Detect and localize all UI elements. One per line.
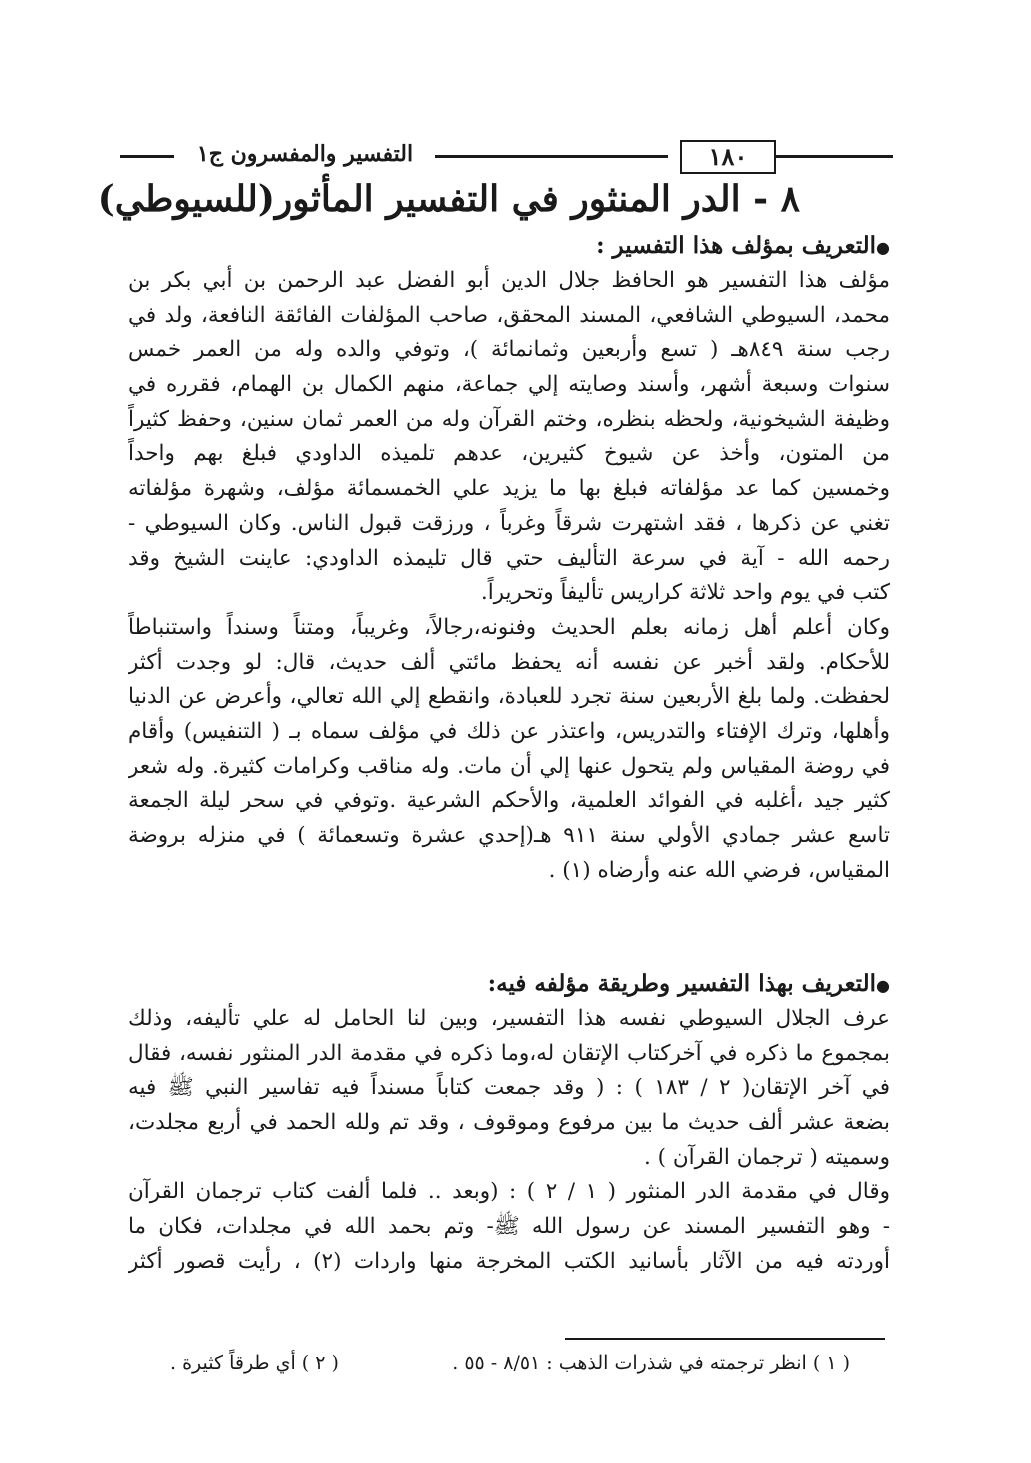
text-line: رحمه الله - آية في سرعة التأليف حتي قال تليمذه الداودي: عاينت الشيخ وقد <box>128 545 890 571</box>
section-author <box>128 228 890 888</box>
text-line: لحفظت. ولما بلغ الأربعين سنة تجرد للعبادة، وانقطع إلي الله تعالي، وأعرض عن الدنيا <box>128 684 890 710</box>
section-heading-text: التعريف بمؤلف هذا التفسير : <box>596 232 877 259</box>
text-line: بضعة عشر ألف حديث ما بين مرفوع وموقوف ، وقد تم ولله الحمد في أربع مجلدت، <box>128 1110 890 1136</box>
text-line: كتب في يوم واحد ثلاثة كراريس تأليفاً وتحريراً. <box>480 580 890 606</box>
paragraph-tafsir-intro <box>128 1002 890 1175</box>
header-rule-middle <box>435 155 668 158</box>
paragraph-author-bio <box>128 264 890 611</box>
text-line: أوردته فيه من الآثار بأسانيد الكتب المخرجة منها واردات (٢) ، رأيت قصور أكثر <box>128 1248 890 1274</box>
header-rule-left <box>120 155 174 158</box>
footnote-2: ( ٢ ) أي طرقاً كثيرة . <box>170 1352 339 1374</box>
text-line: وخمسين كما عد مؤلفاته فبلغ بها ما يزيد علي الخمسمائة مؤلف، وشهرة مؤلفاته <box>128 476 890 502</box>
section-heading-text: التعريف بهذا التفسير وطريقة مؤلفه فيه: <box>487 970 877 997</box>
text-line: وأهلها، وترك الإفتاء والتدريس، واعتذر عن ذلك في مؤلف سماه بـ ( التنفيس) وأقام <box>128 718 890 744</box>
text-line: من المتون، وأخذ عن شيوخ كثيرين، عدهم تلميذه الداودي فبلغ بهم واحداً <box>128 441 890 467</box>
running-title: التفسير والمفسرون ج١ <box>196 141 414 167</box>
text-line: عرف الجلال السيوطي نفسه هذا التفسير، وبين لنا الحامل له علي تأليفه، وذلك <box>128 1006 890 1031</box>
paragraph-author-scholarship <box>128 611 890 889</box>
section-heading-author <box>128 228 890 264</box>
bullet-icon: ● <box>876 976 890 995</box>
chapter-title: ٨ - الدر المنثور في التفسير المأثور(للسيوطي) <box>97 178 800 220</box>
text-line: كثير جيد ،أغلبه في الفوائد العلمية، والأحكم الشرعية .وتوفي في سحر ليلة الجمعة <box>128 788 890 814</box>
text-line: للأحكام. ولقد أخبر عن نفسه أنه يحفظ مائتي ألف حديث، قال: لو وجدت أكثر <box>128 649 890 675</box>
footnote-separator <box>565 1338 885 1340</box>
text-line: محمد، السيوطي الشافعي، المسند المحقق، صاحب المؤلفات الفائقة النافعة، ولد في <box>128 302 890 328</box>
header-rule-right <box>775 155 893 158</box>
text-line: تاسع عشر جمادي الأولي سنة ٩١١ هـ(إحدي عشرة وتسعمائة ) في منزله بروضة <box>128 823 890 848</box>
text-line: وسميته ( ترجمان القرآن ) . <box>643 1144 890 1170</box>
text-line: وكان أعلم أهل زمانه بعلم الحديث وفنونه،رجالاً، وغريباً، ومتناً وسنداً واستنباطاً <box>128 614 890 640</box>
text-line: مؤلف هذا التفسير هو الحافظ جلال الدين أبو الفضل عبد الرحمن بن أبي بكر بن <box>128 268 890 293</box>
text-line: رجب سنة ٨٤٩هـ ( تسع وأربعين وثمانمائة )، وتوفي والده وله من العمر خمس <box>128 337 890 363</box>
text-line: سنوات وسبعة أشهر، وأسند وصايته إلي جماعة، منهم الكمال بن الهمام، فقرره في <box>128 372 890 398</box>
text-line: وقال في مقدمة الدر المنثور ( ١ / ٢ ) : (وبعد .. فلما ألفت كتاب ترجمان القرآن <box>128 1179 890 1205</box>
text-line: وظيفة الشيخونية، ولحظه بنظره، وختم القرآن وله من العمر ثمان سنين، وحفظ كثيراً <box>128 406 890 432</box>
paragraph-tafsir-muqaddima <box>128 1175 890 1279</box>
footnote-1: ( ١ ) انظر ترجمته في شذرات الذهب : ٨/٥١ - ٥٥ . <box>452 1352 850 1374</box>
text-line: بمجموع ما ذكره في آخركتاب الإتقان له،وما ذكره في مقدمة الدر المنثور نفسه، فقال <box>128 1040 890 1066</box>
page-number: ١٨٠ <box>680 140 776 174</box>
section-heading-tafsir <box>128 966 890 1002</box>
page-header <box>120 138 893 178</box>
text-line: - وهو التفسير المسند عن رسول الله ﷺ- وتم بحمد الله في مجلدات، فكان ما <box>128 1214 890 1240</box>
bullet-icon: ● <box>876 238 890 257</box>
text-line: تغني عن ذكرها ، فقد اشتهرت شرقاً وغرباً ، ورزقت قبول الناس. وكان السيوطي - <box>128 510 890 536</box>
section-tafsir <box>128 966 890 1280</box>
text-line: في روضة المقياس ولم يتحول عنها إلي أن مات. وله مناقب وكرامات كثيرة. وله شعر <box>128 753 890 779</box>
footnotes <box>160 1352 850 1386</box>
text-line: في آخر الإتقان( ٢ / ١٨٣ ) : ( وقد جمعت كتاباً مسنداً فيه تفاسير النبي ﷺ فيه <box>128 1075 890 1101</box>
text-line: المقياس، فرضي الله عنه وأرضاه (١) . <box>548 857 890 883</box>
